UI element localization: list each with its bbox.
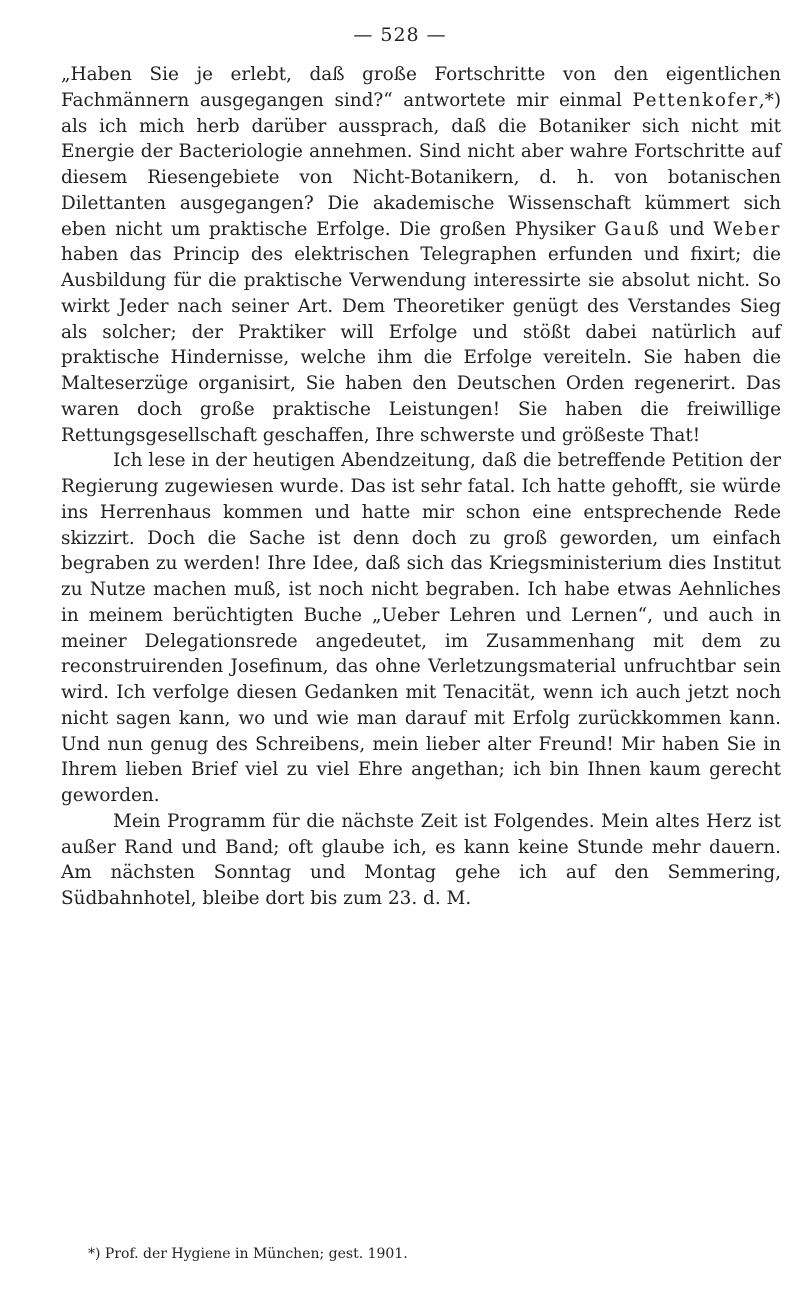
footnote: *) Prof. der Hygiene in München; gest. 1901. [88,1246,408,1262]
text-segment: und [660,218,714,240]
emphasized-name: Gauß [604,218,661,240]
text-segment: Mein Programm für die nächste Zeit ist Folgendes. Mein altes Herz ist außer Rand und Band; oft glaube ich, es kann keine Stunde mehr dauern. Am nächsten Sonntag und Montag gehe ich auf den Semmering, Südbahnhotel, bleibe dort bis zum 23. d. M. [61,810,781,909]
paragraph [61,809,781,912]
text-segment: ,*) als ich mich herb darüber aussprach, daß die Botaniker sich nicht mit Energie der Bacteriologie annehmen. Sind nicht aber wahre Fortschritte auf diesem Riesengebiete von Nicht-Botanikern, d. h. von botanischen Dilettanten ausgegangen? Die akademische Wissenschaft kümmert sich eben nicht um praktische Erfolge. Die großen Physiker [61,89,781,240]
paragraph [61,448,781,809]
text-segment: Ich lese in der heutigen Abendzeitung, daß die betreffende Petition der Regierung zugewiesen wurde. Das ist sehr fatal. Ich hatte gehofft, sie würde ins Herrenhaus kommen und hatte mir schon eine entsprechende Rede skizzirt. Doch die Sache ist denn doch zu groß geworden, um einfach begraben zu werden! Ihre Idee, daß sich das Kriegsministerium dies Institut zu Nutze machen muß, ist noch nicht begraben. Ich habe etwas Aehnliches in meinem berüchtigten Buche „Ueber Lehren und Lernen“, und auch in meiner Delegationsrede angedeutet, im Zusammenhang mit dem zu reconstruirenden Josefinum, das ohne Verletzungsmaterial unfruchtbar sein wird. Ich verfolge diesen Gedanken mit Tenacität, wenn ich auch jetzt noch nicht sagen kann, wo und wie man darauf mit Erfolg zurückkommen kann. Und nun genug des Schreibens, mein lieber alter Freund! Mir haben Sie in Ihrem lieben Brief viel zu viel Ehre angethan; ich bin Ihnen kaum gerecht geworden. [61,450,781,806]
text-segment: „Haben Sie je erlebt, daß große Fortschritte von den eigentlichen Fachmännern ausgegangen sind?“ antwortete mir einmal [61,64,781,111]
page-number: — 528 — [353,24,447,46]
body-text [61,62,781,912]
emphasized-name: Weber [713,218,781,240]
text-segment: haben das Princip des elektrischen Telegraphen erfunden und fixirt; die Ausbildung für die praktische Verwendung interessirte sie absolut nicht. So wirkt Jeder nach seiner Art. Dem Theoretiker genügt des Verstandes Sieg als solcher; der Praktiker will Erfolge und stößt dabei natürlich auf praktische Hindernisse, welche ihm die Erfolge vereiteln. Sie haben die Malteserzüge organisirt, Sie haben den Deutschen Orden regenerirt. Das waren doch große praktische Leistungen! Sie haben die freiwillige Rettungsgesellschaft geschaffen, Ihre schwerste und größeste That! [61,244,781,446]
emphasized-name: Pettenkofer [632,89,759,111]
paragraph [61,62,781,448]
